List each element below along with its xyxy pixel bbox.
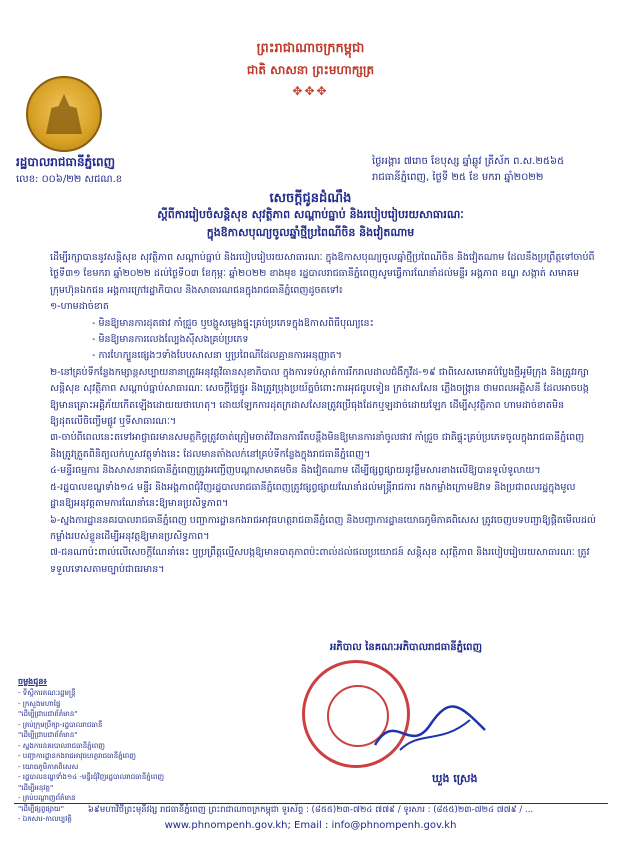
- item-4: ៤-មន្ទីរធម្មការ និងសាសនារាជធានីភ្នំពេញត្រូវអញ្ជើញបណ្ដាសមាគមចិន និងវៀតណាម ដើម្បីផ្សព្វផ្សាយនូវខ្លឹមសារខាងលើឱ្យបានទូលំទូលាយ។: [50, 465, 541, 477]
- item-3: ៣-ចាប់ពីពេលនេះតទៅអាជ្ញាធរមានសមត្ថកិច្ចត្រូវចាត់ត្រៀមចាត់វិធានការរឹតបន្តឹងមិនឱ្យមានការនាំចូលផាវ កាំជ្រួច ជាតិផ្ទុះគ្រប់ប្រភេទចូលក្នុងរាជធានីភ្នំពេញ និងត្រូវត្រួតពិនិត្យលក់ហួសវត្ថុទាំងនេះ ដែលមានតាំងលក់នៅគ្រប់ទីកន្លែងក្នុងរាជធានីភ្នំពេញ។: [50, 432, 585, 460]
- document-subject-2: ក្នុងឱកាសបុណ្យចូលឆ្នាំថ្មីប្រពៃណីចិន និងវៀតណាម: [206, 226, 415, 239]
- item-6: ៦-ស្នងការដ្ឋាននគរបាលរាជធានីភ្នំពេញ បញ្ជាការដ្ឋានកងរាជអាវុធហត្ថរាជធានីភ្នំពេញ និងបញ្ជាការដ្ឋានយោធភូមិភាគពិសេស ត្រូវចេញបទបញ្ជាឱ្យផ្ដិតមើលដល់កម្លាំងរបស់ខ្លួនដើម្បីអនុវត្តឱ្យមានប្រសិទ្ធភាព។: [50, 514, 596, 542]
- municipality-emblem-icon: [26, 76, 102, 152]
- recipient-line: "ដើម្បីជ្រាបជាព័ត៌មាន": [18, 731, 78, 739]
- recipient-line: - យោធភូមិភាគពិសេស: [18, 762, 79, 771]
- recipient-line: "ដើម្បីអនុវត្ត": [18, 783, 54, 792]
- footer-divider: [14, 803, 608, 804]
- header-ornament: ✥✥✥: [292, 84, 329, 98]
- recipient-line: "ដើម្បីផ្សព្វផ្សាយ": [18, 804, 64, 813]
- item-1c: - ការហែក្បួនផ្សេងៗទាំងបែបសាសនា ឬប្រពៃណីដែលគ្មានការអនុញ្ញាត។: [92, 350, 342, 362]
- intro-paragraph: ដើម្បីរក្សាបាននូវសន្តិសុខ សុវត្ថិភាព សណ្ដាប់ធ្នាប់ និងរបៀបរៀបរយសាធារណៈ ក្នុងឱកាសបុណ្យចូលឆ្នាំថ្មីប្រពៃណីចិន និងវៀតណាម ដែលនឹងប្រព្រឹត្តទៅចាប់ពីថ្ងៃទី៣១ ខែមករា ឆ្នាំ២០២២ ដល់ថ្ងៃទី០៣ ខែកុម្ភៈ ឆ្នាំ២០២២ ខាងមុខ រដ្ឋបាលរាជធានីភ្នំពេញសូមធ្វើការណែនាំដល់មន្ទីរ អង្គភាព ខណ្ឌ សង្កាត់ សមាគម ក្រុមហ៊ុនឯកជន អង្គការក្រៅរដ្ឋាភិបាល និងសាធារណជនក្នុងរាជធានីភ្នំពេញដូចតទៅ៖: [50, 252, 595, 296]
- item-1a: - មិនឱ្យមានការដុតផាវ កាំជ្រួច ឬបង្ហូសម្លេងផ្ទុះគ្រប់ប្រភេទក្នុងឱកាសពិធីបុណ្យនេះ: [92, 317, 374, 329]
- item-1b: - មិនឱ្យមានការលេងល្បែងស៊ីសងគ្រប់ប្រភេទ: [92, 334, 249, 346]
- signatory-title: អភិបាល នៃគណៈអភិបាលរាជធានីភ្នំពេញ: [330, 642, 483, 653]
- recipient-line: - ឯកសារ-កាលប្បវត្តិ: [18, 815, 72, 823]
- recipient-line: - បញ្ជាការដ្ឋានកងរាជអាវុធហត្ថរាជធានីភ្នំពេញ: [18, 752, 136, 760]
- recipient-line: - គ្រប់បណ្ដាញព័ត៌មាន: [18, 794, 76, 802]
- recipient-line: - គ្រប់ក្រុមប្រឹក្សា-រដ្ឋបាលរាជធានី: [18, 720, 103, 729]
- recipients-title: ចម្លងជូន៖: [18, 677, 47, 686]
- kingdom-header: ព្រះរាជាណាចក្រកម្ពុជា: [256, 41, 365, 56]
- document-body: [22, 250, 596, 578]
- item-2: ២-នៅគ្រប់ទីកន្លែងកម្សាន្តសប្បាយនានាត្រូវអនុវត្តវិធានសុខាភិបាល ក្នុងការទប់ស្កាត់ការរីករាលដាលជំងឺកូវីដ-១៩ ជាពិសេសមោគបំប្លែងថ្មីអូមីក្រុង និងត្រូវរក្សាសន្តិសុខ សុវត្ថិភាព សណ្ដាប់ធ្នាប់សាធារណៈ សេចក្ដីថ្លៃថ្នូរ និងត្រូវប្រុងប្រយ័ត្នចំពោះការអុជធូបទៀន ក្រដាសសែន ភ្លើងចង្ក្រាន ថាមពលអគ្គិសនី ដែលអាចបង្កឱ្យមានគ្រោះអគ្គិភ័យកើតឡើងដោយយថាហេតុ។ ដោយឡែកការដុតក្រដាសសែនត្រូវប្រើធុងដែកឬឡដាច់ដោយឡែក ដើម្បីសុវត្ថិភាព ហាមដាច់ខាតមិនឱ្យដុតលើចិញ្ចើមផ្លូវ ឬទីសាធារណៈ។: [50, 366, 589, 428]
- solar-date: រាជធានីភ្នំពេញ, ថ្ងៃទី ២៥ ខែ មករា ឆ្នាំ២០២២: [372, 172, 544, 183]
- recipient-line: - ស្នងការនគរបាលរាជធានីភ្នំពេញ: [18, 741, 105, 750]
- lunar-date: ថ្ងៃអង្គារ ៧រោច ខែបុស្ស ឆ្នាំឆ្លូវ ត្រីស័ក ព.ស.២៥៦៥: [372, 156, 565, 167]
- document-subject: ស្ដីពីការរៀបចំសន្តិសុខ សុវត្ថិភាព សណ្ដាប់ធ្នាប់ និងរបៀបរៀបរយសាធារណៈ: [157, 208, 464, 221]
- sender-ministry: រដ្ឋបាលរាជធានីភ្នំពេញ: [16, 155, 116, 169]
- item-1: ១-ហាមដាច់ខាត: [50, 301, 109, 313]
- footer-website[interactable]: www.phnompenh.gov.kh; Email : info@phnompenh.gov.kh: [164, 820, 457, 831]
- item-7: ៧-ជនណាប៉ះពាល់លើសេចក្ដីណែនាំនេះ ឬប្រព្រឹត្តល្មើសបង្កឱ្យមានបាតុភាពប៉ះពាល់ដល់ផលប្រយោជន៍ សន្តិសុខ សុវត្ថិភាព និងរបៀបរៀបរយសាធារណៈ ត្រូវទទួលទោសតាមច្បាប់ជាធរមាន។: [50, 547, 590, 575]
- recipient-line: - ទីស្ដីការគណៈរដ្ឋមន្ត្រី: [18, 689, 76, 697]
- footer-address: ៦៩មហាវិថីព្រះមុនីវង្ស រាជធានីភ្នំពេញ ព្រះរាជាណាចក្រកម្ពុជា ទូរស័ព្ទ : (៨៥៥)២៣-៧២៤ ៧៧៩ / ទូរសារ : (៨៥៥)២៣-៧២៤ ៧៧៩ / ...: [87, 805, 534, 815]
- document-title: សេចក្ដីជូនដំណឹង: [269, 191, 352, 206]
- reference-number: លេខ: ០០៦/២២ សជណ.ខ: [16, 174, 123, 185]
- recipient-line: - ក្រសួងមហាផ្ទៃ: [18, 699, 61, 708]
- signer-name: ឃួង ស្រេង: [432, 772, 478, 785]
- recipient-line: - រដ្ឋបាលខណ្ឌទាំង១៤ -មន្ទីរជុំវិញរដ្ឋបាលរាជធានីភ្នំពេញ: [18, 773, 165, 781]
- item-5: ៥-រដ្ឋបាលខណ្ឌទាំង១៤ មន្ទីរ និងអង្គភាពជុំវិញរដ្ឋបាលរាជធានីភ្នំពេញត្រូវផ្សព្វផ្សាយណែនាំដល់មន្ត្រីរាជការ កងកម្លាំងក្រោមឱវាទ និងប្រជាពលរដ្ឋក្នុងមូលដ្ឋានឱ្យអនុវត្តតាមការណែនាំនេះឱ្យមានប្រសិទ្ធភាព។: [50, 481, 576, 510]
- motto-header: ជាតិ សាសនា ព្រះមហាក្សត្រ: [246, 63, 375, 77]
- recipient-line: "ដើម្បីជ្រាបជាព័ត៌មាន": [18, 710, 78, 718]
- signature-icon: [370, 700, 490, 760]
